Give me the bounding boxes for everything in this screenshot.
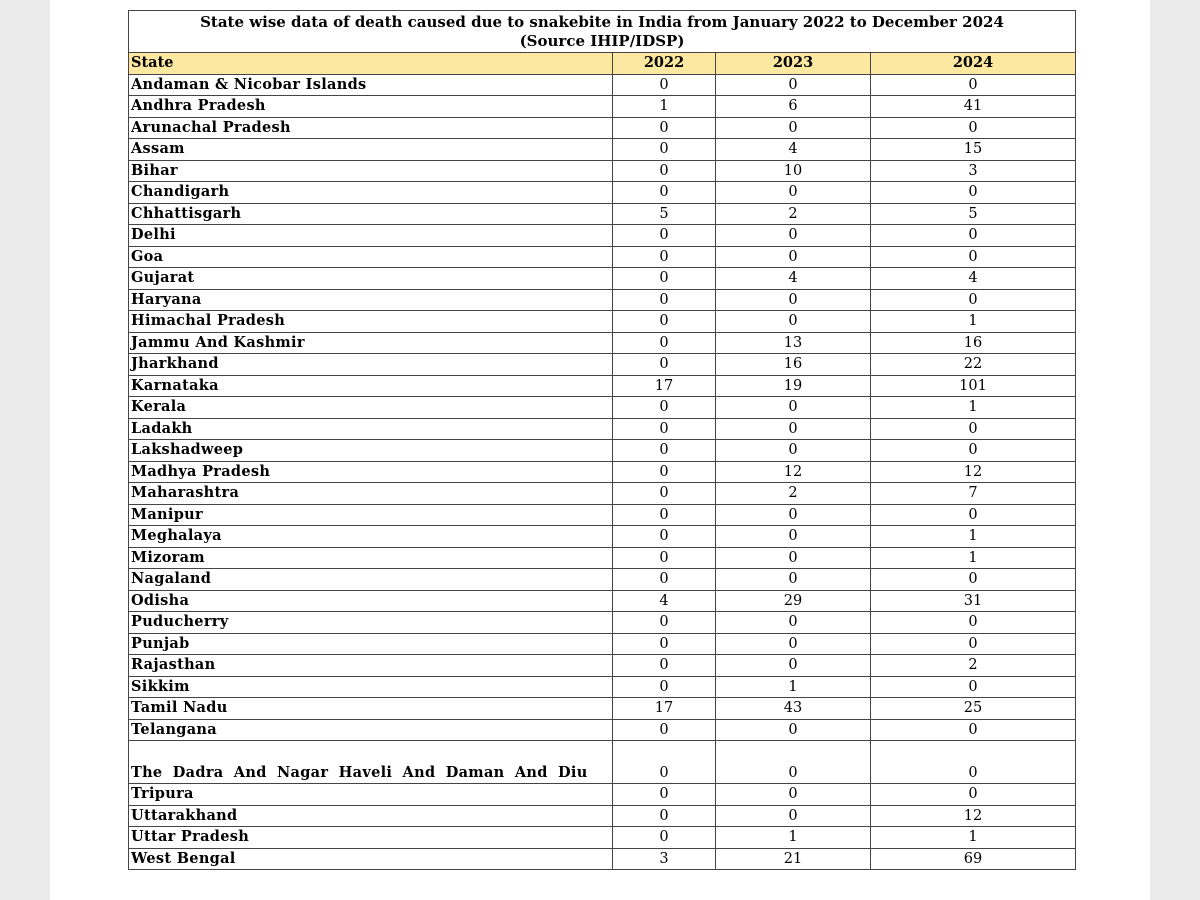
table-row xyxy=(129,96,1076,118)
value-2022-cell: 0 xyxy=(613,612,716,634)
value-2023-cell: 2 xyxy=(716,483,871,505)
table-row xyxy=(129,182,1076,204)
state-cell: Gujarat xyxy=(129,268,613,290)
value-2024-cell: 3 xyxy=(871,160,1076,182)
value-2023-cell: 0 xyxy=(716,246,871,268)
column-header-2023: 2023 xyxy=(716,53,871,75)
value-2023-cell: 0 xyxy=(716,311,871,333)
value-2024-cell: 7 xyxy=(871,483,1076,505)
table-row xyxy=(129,332,1076,354)
state-cell: Himachal Pradesh xyxy=(129,311,613,333)
table-row xyxy=(129,655,1076,677)
table-row xyxy=(129,375,1076,397)
value-2022-cell: 0 xyxy=(613,160,716,182)
value-2022-cell: 0 xyxy=(613,633,716,655)
value-2023-cell: 4 xyxy=(716,268,871,290)
value-2022-cell: 0 xyxy=(613,676,716,698)
value-2024-cell: 1 xyxy=(871,397,1076,419)
value-2023-cell: 0 xyxy=(716,547,871,569)
table-row xyxy=(129,461,1076,483)
value-2023-cell: 0 xyxy=(716,418,871,440)
state-cell: Arunachal Pradesh xyxy=(129,117,613,139)
state-cell: Madhya Pradesh xyxy=(129,461,613,483)
value-2022-cell: 0 xyxy=(613,461,716,483)
document-page xyxy=(50,0,1150,900)
value-2022-cell: 0 xyxy=(613,397,716,419)
table-header-row xyxy=(129,53,1076,75)
value-2022-cell: 0 xyxy=(613,225,716,247)
value-2022-cell: 0 xyxy=(613,139,716,161)
table-row xyxy=(129,547,1076,569)
value-2024-cell: 12 xyxy=(871,461,1076,483)
value-2023-cell: 0 xyxy=(716,397,871,419)
value-2022-cell: 0 xyxy=(613,827,716,849)
value-2023-cell: 0 xyxy=(716,225,871,247)
table-row xyxy=(129,504,1076,526)
value-2022-cell: 4 xyxy=(613,590,716,612)
value-2022-cell: 0 xyxy=(613,655,716,677)
table-row xyxy=(129,483,1076,505)
value-2024-cell: 1 xyxy=(871,547,1076,569)
value-2022-cell: 0 xyxy=(613,784,716,806)
state-cell: Lakshadweep xyxy=(129,440,613,462)
value-2024-cell: 31 xyxy=(871,590,1076,612)
value-2022-cell: 0 xyxy=(613,741,716,784)
column-header-2022: 2022 xyxy=(613,53,716,75)
table-row xyxy=(129,676,1076,698)
state-cell: Tripura xyxy=(129,784,613,806)
state-cell: Telangana xyxy=(129,719,613,741)
value-2024-cell: 12 xyxy=(871,805,1076,827)
value-2022-cell: 1 xyxy=(613,96,716,118)
value-2022-cell: 0 xyxy=(613,569,716,591)
value-2023-cell: 1 xyxy=(716,676,871,698)
value-2023-cell: 0 xyxy=(716,633,871,655)
value-2022-cell: 0 xyxy=(613,526,716,548)
state-cell: Tamil Nadu xyxy=(129,698,613,720)
value-2023-cell: 0 xyxy=(716,440,871,462)
value-2023-cell: 0 xyxy=(716,74,871,96)
value-2024-cell: 0 xyxy=(871,246,1076,268)
value-2024-cell: 1 xyxy=(871,526,1076,548)
value-2024-cell: 0 xyxy=(871,633,1076,655)
table-row xyxy=(129,246,1076,268)
value-2023-cell: 0 xyxy=(716,719,871,741)
value-2023-cell: 10 xyxy=(716,160,871,182)
value-2024-cell: 0 xyxy=(871,117,1076,139)
value-2022-cell: 17 xyxy=(613,375,716,397)
state-cell: Odisha xyxy=(129,590,613,612)
value-2023-cell: 4 xyxy=(716,139,871,161)
value-2024-cell: 101 xyxy=(871,375,1076,397)
state-cell: Manipur xyxy=(129,504,613,526)
value-2023-cell: 6 xyxy=(716,96,871,118)
value-2024-cell: 4 xyxy=(871,268,1076,290)
value-2024-cell: 22 xyxy=(871,354,1076,376)
value-2023-cell: 0 xyxy=(716,289,871,311)
state-cell: Andhra Pradesh xyxy=(129,96,613,118)
table-title xyxy=(129,11,1076,53)
table-row xyxy=(129,311,1076,333)
value-2023-cell: 19 xyxy=(716,375,871,397)
value-2023-cell: 0 xyxy=(716,805,871,827)
value-2022-cell: 0 xyxy=(613,332,716,354)
value-2022-cell: 0 xyxy=(613,483,716,505)
table-row xyxy=(129,160,1076,182)
value-2022-cell: 0 xyxy=(613,311,716,333)
value-2023-cell: 12 xyxy=(716,461,871,483)
value-2022-cell: 0 xyxy=(613,268,716,290)
value-2022-cell: 0 xyxy=(613,719,716,741)
table-row xyxy=(129,440,1076,462)
value-2024-cell: 0 xyxy=(871,784,1076,806)
state-cell: Andaman & Nicobar Islands xyxy=(129,74,613,96)
value-2022-cell: 0 xyxy=(613,805,716,827)
state-cell: Goa xyxy=(129,246,613,268)
value-2023-cell: 0 xyxy=(716,784,871,806)
value-2024-cell: 0 xyxy=(871,225,1076,247)
state-cell: Puducherry xyxy=(129,612,613,634)
value-2024-cell: 16 xyxy=(871,332,1076,354)
value-2024-cell: 0 xyxy=(871,289,1076,311)
table-row xyxy=(129,805,1076,827)
value-2023-cell: 0 xyxy=(716,117,871,139)
value-2023-cell: 0 xyxy=(716,612,871,634)
value-2024-cell: 0 xyxy=(871,418,1076,440)
value-2022-cell: 0 xyxy=(613,182,716,204)
value-2022-cell: 0 xyxy=(613,504,716,526)
value-2024-cell: 15 xyxy=(871,139,1076,161)
table-row xyxy=(129,612,1076,634)
state-cell: Delhi xyxy=(129,225,613,247)
state-cell: Sikkim xyxy=(129,676,613,698)
state-cell: Chandigarh xyxy=(129,182,613,204)
table-row xyxy=(129,698,1076,720)
value-2024-cell: 1 xyxy=(871,827,1076,849)
state-cell: Bihar xyxy=(129,160,613,182)
state-cell: Rajasthan xyxy=(129,655,613,677)
value-2023-cell: 0 xyxy=(716,569,871,591)
table-row xyxy=(129,633,1076,655)
table-row xyxy=(129,225,1076,247)
table-row xyxy=(129,526,1076,548)
value-2024-cell: 25 xyxy=(871,698,1076,720)
snakebite-deaths-table xyxy=(128,10,1076,870)
state-cell: Chhattisgarh xyxy=(129,203,613,225)
value-2022-cell: 0 xyxy=(613,547,716,569)
value-2024-cell: 2 xyxy=(871,655,1076,677)
column-header-state: State xyxy=(129,53,613,75)
state-cell: Maharashtra xyxy=(129,483,613,505)
value-2024-cell: 69 xyxy=(871,848,1076,870)
value-2023-cell: 0 xyxy=(716,182,871,204)
value-2024-cell: 1 xyxy=(871,311,1076,333)
value-2024-cell: 0 xyxy=(871,440,1076,462)
value-2023-cell: 13 xyxy=(716,332,871,354)
value-2023-cell: 0 xyxy=(716,741,871,784)
table-row xyxy=(129,784,1076,806)
value-2022-cell: 0 xyxy=(613,354,716,376)
value-2022-cell: 17 xyxy=(613,698,716,720)
column-header-2024: 2024 xyxy=(871,53,1076,75)
table-row xyxy=(129,741,1076,784)
value-2022-cell: 0 xyxy=(613,289,716,311)
value-2024-cell: 0 xyxy=(871,74,1076,96)
value-2023-cell: 0 xyxy=(716,504,871,526)
state-cell: Uttar Pradesh xyxy=(129,827,613,849)
table-row xyxy=(129,569,1076,591)
state-cell: Karnataka xyxy=(129,375,613,397)
state-cell: Jharkhand xyxy=(129,354,613,376)
state-cell: Kerala xyxy=(129,397,613,419)
value-2024-cell: 0 xyxy=(871,504,1076,526)
table-row xyxy=(129,268,1076,290)
value-2024-cell: 5 xyxy=(871,203,1076,225)
table-row xyxy=(129,827,1076,849)
value-2023-cell: 16 xyxy=(716,354,871,376)
table-row xyxy=(129,203,1076,225)
value-2023-cell: 0 xyxy=(716,526,871,548)
state-cell: The Dadra And Nagar Haveli And Daman And Diu xyxy=(129,741,613,784)
value-2022-cell: 5 xyxy=(613,203,716,225)
table-row xyxy=(129,74,1076,96)
table-body xyxy=(129,74,1076,870)
value-2022-cell: 0 xyxy=(613,74,716,96)
value-2024-cell: 0 xyxy=(871,719,1076,741)
table-title-line1: State wise data of death caused due to snakebite in India from January 2022 to December 2024 xyxy=(200,13,1004,31)
state-cell: Mizoram xyxy=(129,547,613,569)
value-2024-cell: 0 xyxy=(871,569,1076,591)
state-cell: Assam xyxy=(129,139,613,161)
value-2023-cell: 0 xyxy=(716,655,871,677)
value-2022-cell: 0 xyxy=(613,440,716,462)
state-cell: West Bengal xyxy=(129,848,613,870)
state-cell: Haryana xyxy=(129,289,613,311)
table-row xyxy=(129,354,1076,376)
table-row xyxy=(129,139,1076,161)
value-2022-cell: 3 xyxy=(613,848,716,870)
value-2023-cell: 29 xyxy=(716,590,871,612)
state-cell: Jammu And Kashmir xyxy=(129,332,613,354)
table-row xyxy=(129,590,1076,612)
table-row xyxy=(129,397,1076,419)
state-cell: Punjab xyxy=(129,633,613,655)
value-2023-cell: 43 xyxy=(716,698,871,720)
value-2022-cell: 0 xyxy=(613,117,716,139)
state-cell: Meghalaya xyxy=(129,526,613,548)
table-row xyxy=(129,719,1076,741)
state-cell: Uttarakhand xyxy=(129,805,613,827)
table-row xyxy=(129,117,1076,139)
table-row xyxy=(129,418,1076,440)
value-2024-cell: 0 xyxy=(871,182,1076,204)
value-2023-cell: 21 xyxy=(716,848,871,870)
value-2024-cell: 0 xyxy=(871,676,1076,698)
state-cell: Nagaland xyxy=(129,569,613,591)
table-row xyxy=(129,848,1076,870)
value-2022-cell: 0 xyxy=(613,418,716,440)
value-2023-cell: 2 xyxy=(716,203,871,225)
value-2024-cell: 0 xyxy=(871,741,1076,784)
table-title-source: (Source IHIP/IDSP) xyxy=(519,32,685,50)
state-cell: Ladakh xyxy=(129,418,613,440)
value-2022-cell: 0 xyxy=(613,246,716,268)
table-row xyxy=(129,289,1076,311)
value-2023-cell: 1 xyxy=(716,827,871,849)
value-2024-cell: 41 xyxy=(871,96,1076,118)
value-2024-cell: 0 xyxy=(871,612,1076,634)
